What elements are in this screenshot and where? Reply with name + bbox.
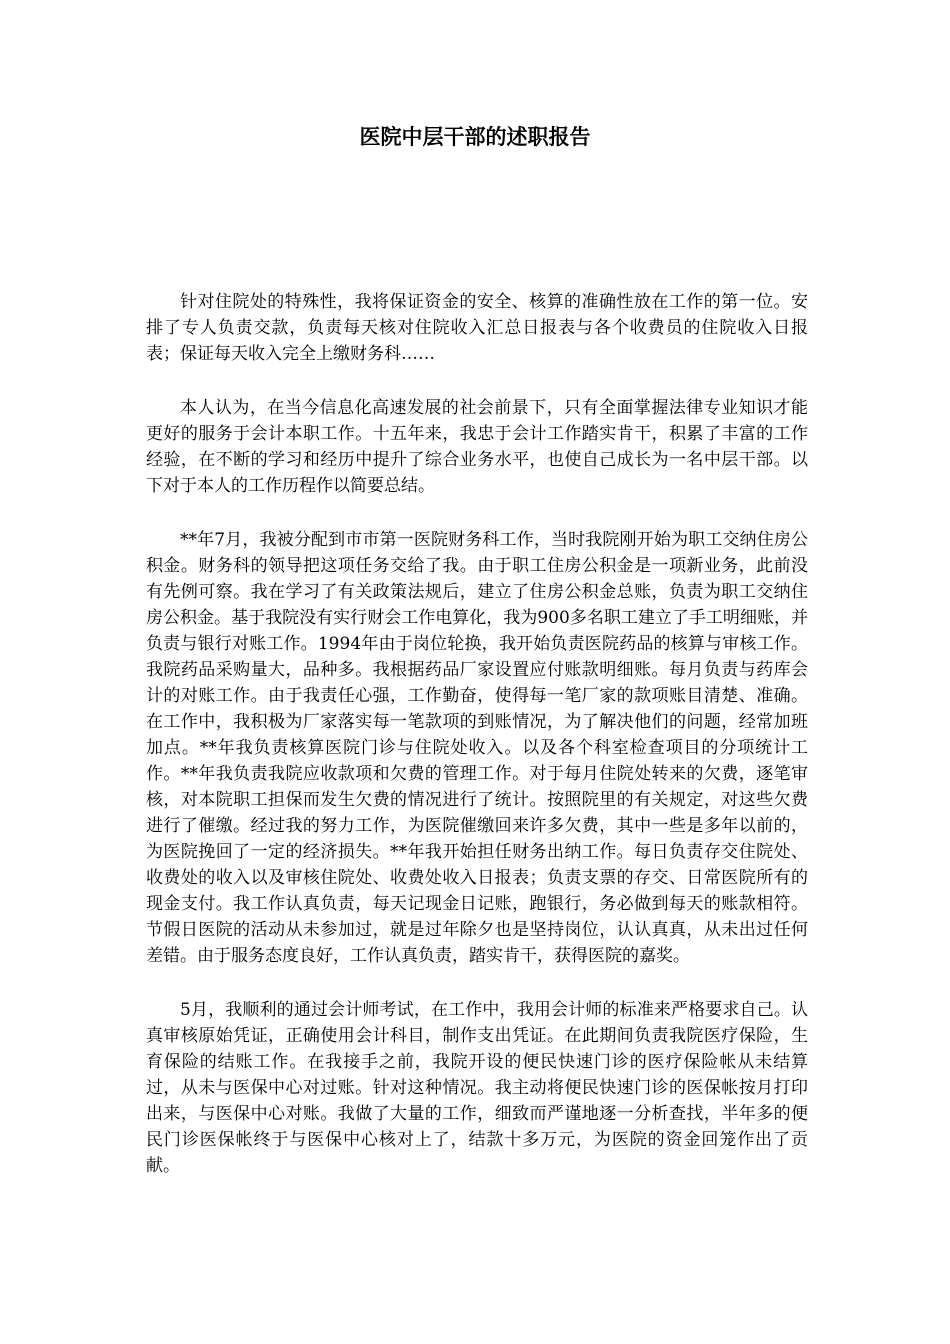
paragraph-4: 5月，我顺利的通过会计师考试，在工作中，我用会计师的标准来严格要求自己。认真审核原始凭证，正确使用会计科目，制作支出凭证。在此期间负责我院医疗保险，生育保险的结账工作。在我接手之前，我院开设的便民快速门诊的医疗保险帐从未结算过，从未与医保中心对过账。针对这种情况。我主动将便民快速门诊的医保帐按月打印出来，与医保中心对账。我做了大量的工作，细致而严谨地逐一分析查找，半年多的便民门诊医保帐终于与医保中心核对上了，结款十多万元，为医院的资金回笼作出了贡献。 [146,1000,808,1176]
paragraph-1: 针对住院处的特殊性，我将保证资金的安全、核算的准确性放在工作的第一位。安排了专人负责交款，负责每天核对住院收入汇总日报表与各个收费员的住院收入日报表；保证每天收入完全上缴财务科…… [146,292,808,364]
document-title: 医院中层干部的述职报告 [359,124,591,149]
paragraph-3: **年7月，我被分配到市市第一医院财务科工作，当时我院刚开始为职工交纳住房公积金。财务科的领导把这项任务交给了我。由于职工住房公积金是一项新业务，此前没有先例可察。我在学习了有关政策法规后，建立了住房公积金总账，负责为职工交纳住房公积金。基于我院没有实行财会工作电算化，我为900多名职工建立了手工明细账，并负责与银行对账工作。1994年由于岗位轮换，我开始负责医院药品的核算与审核工作。我院药品采购量大，品种多。我根据药品厂家设置应付账款明细账。每月负责与药库会计的对账工作。由于我责任心强，工作勤奋，使得每一笔厂家的款项账目清楚、准确。在工作中，我积极为厂家落实每一笔款项的到账情况，为了解决他们的问题，经常加班加点。**年我负责核算医院门诊与住院处收入。以及各个科室检查项目的分项统计工作。**年我负责我院应收款项和欠费的管理工作。对于每月住院处转来的欠费，逐笔审核，对本院职工担保而发生欠费的情况进行了统计。按照院里的有关规定，对这些欠费进行了催缴。经过我的努力工作，为医院催缴回来许多欠费，其中一些是多年以前的，为医院挽回了一定的经济损失。**年我开始担任财务出纳工作。每日负责存交住院处、收费处的收入以及审核住院处、收费处收入日报表；负责支票的存交、日常医院所有的现金支付。我工作认真负责，每天记现金日记账，跑银行，务必做到每天的账款相符。节假日医院的活动从未参加过，就是过年除夕也是坚持岗位，认认真真，从未出过任何差错。由于服务态度良好，工作认真负责，踏实肯干，获得医院的嘉奖。 [146,530,808,966]
document-body [146,289,808,1207]
paragraph-2: 本人认为，在当今信息化高速发展的社会前景下，只有全面掌握法律专业知识才能更好的服务于会计本职工作。十五年来，我忠于会计工作踏实肯干，积累了丰富的工作经验，在不断的学习和经历中提升了综合业务水平，也使自己成长为一名中层干部。以下对于本人的工作历程作以简要总结。 [146,398,808,496]
